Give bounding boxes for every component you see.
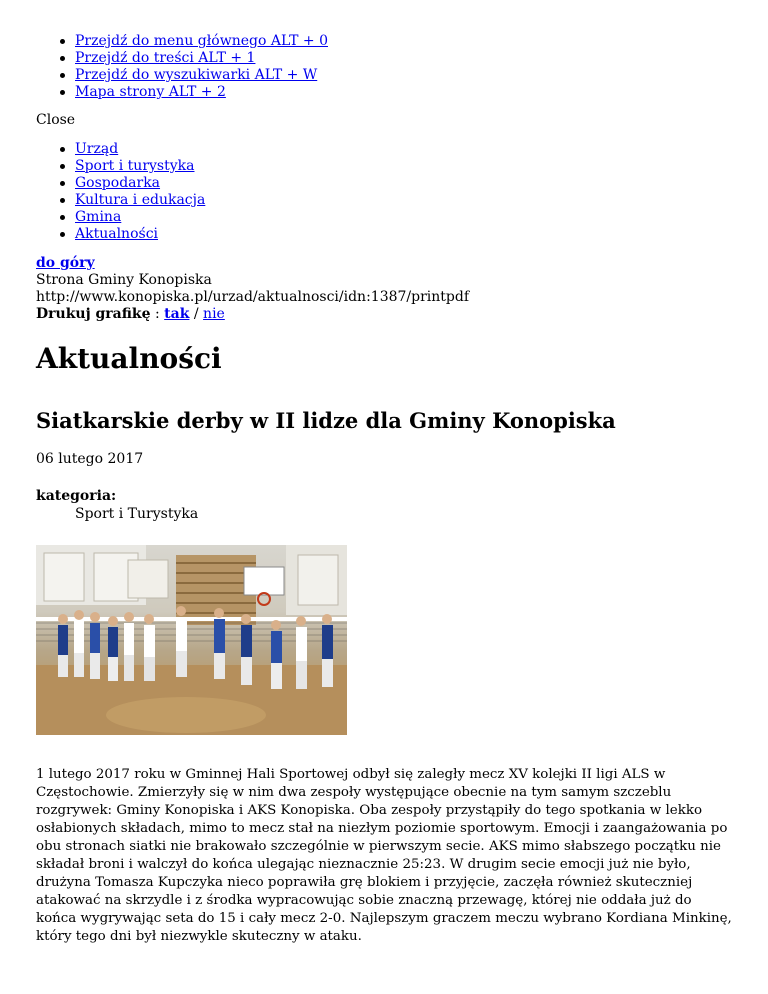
skip-link-item bbox=[36, 84, 328, 101]
print-graphics-label: Drukuj grafikę bbox=[36, 306, 151, 322]
site-name: Strona Gminy Konopiska bbox=[36, 272, 212, 288]
skip-link-item bbox=[36, 50, 328, 67]
skip-link-item bbox=[36, 33, 328, 50]
menu-item bbox=[36, 175, 205, 192]
article-photo bbox=[36, 545, 347, 735]
print-slash: / bbox=[193, 306, 199, 322]
close-label[interactable]: Close bbox=[36, 112, 76, 128]
print-graphics-row bbox=[36, 306, 225, 323]
menu-item-urzad[interactable]: Urząd bbox=[75, 141, 119, 157]
print-separator: : bbox=[155, 306, 160, 322]
menu-item-gospodarka[interactable]: Gospodarka bbox=[75, 175, 161, 191]
category-value: Sport i Turystyka bbox=[75, 506, 199, 522]
section-title: Aktualności bbox=[36, 342, 222, 375]
menu-item-aktualnosci[interactable]: Aktualności bbox=[75, 226, 159, 242]
category-label: kategoria: bbox=[36, 488, 117, 504]
print-yes-link[interactable]: tak bbox=[164, 306, 190, 322]
print-no-link[interactable]: nie bbox=[203, 306, 225, 322]
menu-item bbox=[36, 141, 205, 158]
menu-item bbox=[36, 209, 205, 226]
menu-item-gmina[interactable]: Gmina bbox=[75, 209, 122, 225]
sitemap-link[interactable]: Mapa strony ALT + 2 bbox=[75, 84, 226, 100]
article-title: Siatkarskie derby w II lidze dla Gminy Konopiska bbox=[36, 408, 616, 433]
menu-item-sport[interactable]: Sport i turystyka bbox=[75, 158, 195, 174]
article-date: 06 lutego 2017 bbox=[36, 451, 144, 467]
back-to-top-link[interactable]: do góry bbox=[36, 255, 95, 271]
menu-item bbox=[36, 158, 205, 175]
page-url: http://www.konopiska.pl/urzad/aktualnosci/idn:1387/printpdf bbox=[36, 289, 470, 305]
article-body: 1 lutego 2017 roku w Gminnej Hali Sportowej odbył się zaległy mecz XV kolejki II ligi ALS w Częstochowie. Zmierzyły się w nim dwa zespoły występujące obecnie na tym samym szczeblu rozgrywek: Gminy Konopiska i AKS Konopiska. Oba zespoły przystąpiły do tego spotkania w lekko osłabionych składach, mimo to mecz stał na niezłym poziomie sportowym. Emocji i zaangażowania po obu stronach siatki nie brakowało szczególnie w pierwszym secie. AKS mimo słabszego początku nie składał broni i walczył do końca ulegając nieznacznie 25:23. W drugim secie emocji już nie było, drużyna Tomasza Kupczyka nieco poprawiła grę blokiem i przyjęcie, zaczęła również skuteczniej atakować na skrzydle i z środka wypracowując sobie znaczną przewagę, której nie oddała już do końca wygrywając seta do 15 i cały mecz 2-0. Najlepszym graczem meczu wybrano Kordiana Minkinę, który tego dni był niezwykle skuteczny w ataku. bbox=[36, 767, 732, 944]
menu-item bbox=[36, 226, 205, 243]
skip-to-main-menu-link[interactable]: Przejdź do menu głównego ALT + 0 bbox=[75, 33, 328, 49]
skip-link-item bbox=[36, 67, 328, 84]
skip-links-list bbox=[36, 33, 328, 101]
volleyball-players-photo bbox=[36, 545, 347, 735]
skip-to-content-link[interactable]: Przejdź do treści ALT + 1 bbox=[75, 50, 256, 66]
menu-item bbox=[36, 192, 205, 209]
menu-item-kultura[interactable]: Kultura i edukacja bbox=[75, 192, 206, 208]
main-menu-list bbox=[36, 141, 205, 243]
skip-to-search-link[interactable]: Przejdź do wyszukiwarki ALT + W bbox=[75, 67, 318, 83]
